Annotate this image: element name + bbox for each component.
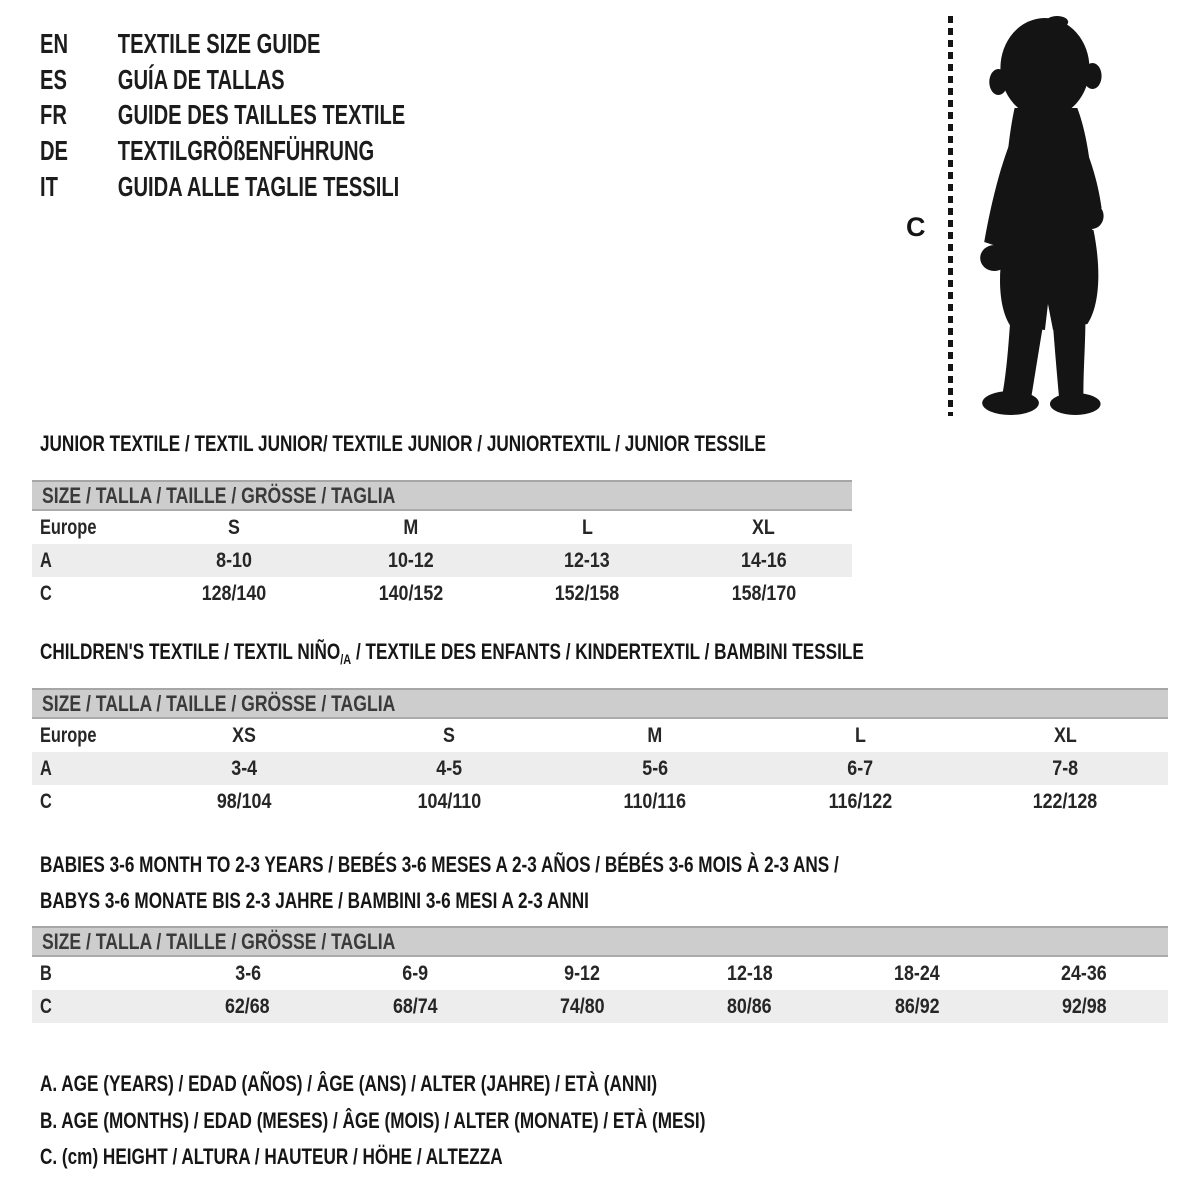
size-header-bar: SIZE / TALLA / TAILLE / GRÖSSE / TAGLIA: [32, 480, 852, 511]
table-row-height: [32, 785, 1168, 818]
value-cell: 140/152: [378, 581, 443, 605]
value-cell: 86/92: [894, 994, 940, 1018]
measurement-legend: [40, 1066, 893, 1176]
value-cell: 128/140: [201, 581, 267, 605]
value-cell: 68/74: [392, 994, 438, 1018]
row-label: A: [40, 548, 52, 572]
height-marker-label: C: [906, 212, 926, 242]
row-label: C: [40, 581, 52, 605]
table-row-height: [32, 990, 1168, 1023]
lang-row-de: [40, 133, 547, 169]
size-cell: L: [581, 515, 593, 539]
value-cell: 10-12: [387, 548, 434, 572]
lang-row-fr: [40, 97, 547, 133]
height-measure-dashed-line: [948, 16, 953, 416]
value-cell: 92/98: [1061, 994, 1107, 1018]
value-cell: 6-7: [847, 756, 873, 780]
legend-line-a: A. AGE (YEARS) / EDAD (AÑOS) / ÂGE (ANS) / ALTER (JAHRE) / ETÀ (ANNI): [40, 1071, 658, 1097]
value-cell: 158/170: [731, 581, 796, 605]
table-row-columns: [32, 719, 1168, 752]
size-header-bar: SIZE / TALLA / TAILLE / GRÖSSE / TAGLIA: [32, 926, 1168, 957]
value-cell: 6-9: [402, 961, 428, 985]
size-cell: S: [227, 515, 240, 539]
legend-line-b: B. AGE (MONTHS) / EDAD (MESES) / ÂGE (MOIS) / ALTER (MONATE) / ETÀ (MESI): [40, 1107, 706, 1133]
section-title-babies: BABIES 3-6 MONTH TO 2-3 YEARS / BEBÉS 3-6 MESES A 2-3 AÑOS / BÉBÉS 3-6 MOIS À 2-3 ANS / BABYS 3-6 MONATE BIS 2-3 JAHRE / BAMBINI 3-6 MESI A 2-3 ANNI: [40, 852, 839, 913]
value-cell: 8-10: [215, 548, 252, 572]
value-cell: 9-12: [564, 961, 601, 985]
row-label: Europe: [40, 723, 97, 747]
size-table-junior: [32, 480, 852, 610]
size-cell: XS: [232, 723, 257, 747]
value-cell: 12-13: [564, 548, 610, 572]
value-cell: 104/110: [417, 789, 482, 813]
size-table-babies: [32, 926, 1168, 1023]
value-cell: 12-18: [726, 961, 773, 985]
value-cell: 122/128: [1033, 789, 1098, 813]
value-cell: 80/86: [727, 994, 773, 1018]
value-cell: 24-36: [1061, 961, 1108, 985]
table-row-height: [32, 577, 852, 610]
row-label: C: [40, 994, 52, 1018]
lang-code: EN: [40, 27, 69, 59]
section-title-junior: JUNIOR TEXTILE / TEXTIL JUNIOR/ TEXTILE JUNIOR / JUNIORTEXTIL / JUNIOR TESSILE: [40, 431, 766, 456]
value-cell: 5-6: [641, 756, 668, 780]
value-cell: 116/122: [828, 789, 892, 813]
value-cell: 14-16: [740, 548, 787, 572]
table-row-columns: [32, 511, 852, 544]
value-cell: 4-5: [436, 756, 463, 780]
row-label: B: [40, 961, 52, 985]
lang-row-it: [40, 169, 547, 205]
lang-label: GUÍA DE TALLAS: [117, 63, 285, 95]
section-title-children: CHILDREN'S TEXTILE / TEXTIL $NIÑO_{/A}$ / TEXTILE DES ENFANTS / KINDERTEXTIL / BAMBINI TESSILE: [40, 639, 864, 667]
value-cell: 3-4: [231, 756, 258, 780]
value-cell: 98/104: [216, 789, 272, 813]
language-title-block: [40, 26, 547, 204]
value-cell: 18-24: [894, 961, 940, 985]
lang-label: TEXTILE SIZE GUIDE: [117, 27, 321, 59]
row-label: A: [40, 756, 52, 780]
lang-row-es: [40, 62, 547, 98]
table-row-age: [32, 752, 1168, 785]
lang-label: GUIDA ALLE TAGLIE TESSILI: [117, 170, 400, 202]
size-cell: M: [403, 515, 418, 539]
legend-line-c: C. (cm) HEIGHT / ALTURA / HAUTEUR / HÖHE / ALTEZZA: [40, 1144, 503, 1170]
nino-a-subscript: /A: [340, 651, 352, 667]
lang-code: FR: [40, 99, 67, 131]
size-cell: M: [647, 723, 663, 747]
table-row-months: [32, 957, 1168, 990]
row-label: C: [40, 789, 52, 813]
value-cell: 3-6: [234, 961, 261, 985]
value-cell: 74/80: [560, 994, 605, 1018]
size-header-bar: SIZE / TALLA / TAILLE / GRÖSSE / TAGLIA: [32, 688, 1168, 719]
toddler-silhouette-icon: [964, 16, 1138, 416]
table-row-age: [32, 544, 852, 577]
value-cell: 152/158: [554, 581, 620, 605]
value-cell: 110/116: [623, 789, 687, 813]
size-cell: XL: [1053, 723, 1077, 747]
size-table-children: [32, 688, 1168, 818]
row-label: Europe: [40, 515, 97, 539]
lang-code: IT: [40, 170, 58, 202]
lang-code: ES: [40, 63, 67, 95]
lang-label: TEXTILGRÖßENFÜHRUNG: [117, 134, 375, 166]
size-cell: L: [854, 723, 866, 747]
value-cell: 62/68: [225, 994, 271, 1018]
lang-label: GUIDE DES TAILLES TEXTILE: [117, 99, 406, 131]
value-cell: 7-8: [1052, 756, 1079, 780]
size-cell: S: [443, 723, 456, 747]
lang-row-en: [40, 26, 547, 62]
size-cell: XL: [752, 515, 776, 539]
lang-code: DE: [40, 134, 69, 166]
